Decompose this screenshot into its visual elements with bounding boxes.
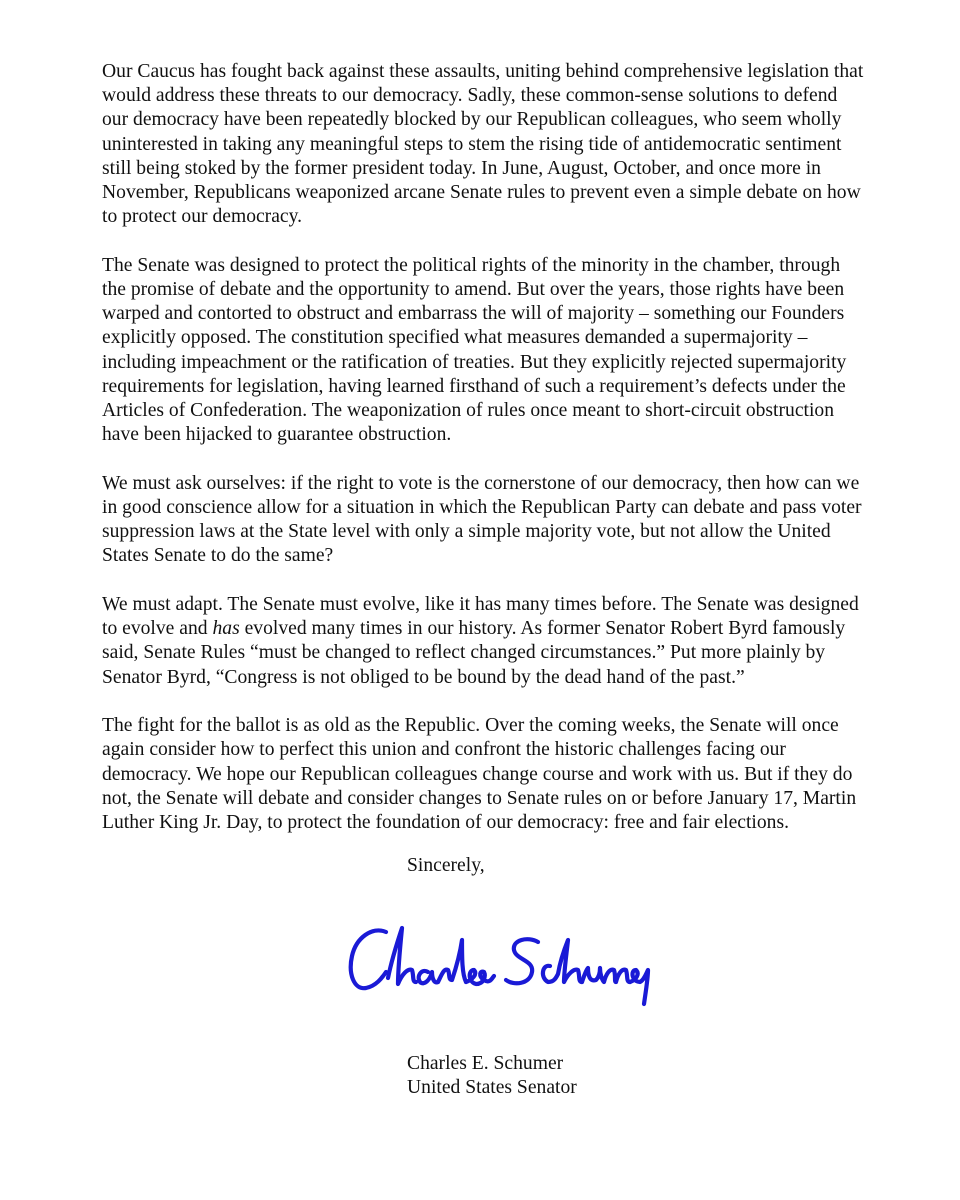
paragraph-fight-for-ballot: The fight for the ballot is as old as the Republic. Over the coming weeks, the Senate will once again consider how to perfect this union and confront the historic challenges facing our democracy. We hope our Republican colleagues change course and work with us. But if they do not, the Senate will debate and consider changes to Senate rules on or before January 17, Martin Luther King Jr. Day, to protect the foundation of our democracy: free and fair elections.	[102, 715, 857, 834]
signer-block	[407, 1052, 577, 1100]
closing-salutation: Sincerely,	[407, 855, 485, 876]
handwritten-signature	[342, 918, 662, 1010]
signer-name: Charles E. Schumer	[407, 1053, 564, 1074]
adapt-line-2-post: evolved many times in our history. As former Senator Robert Byrd famously	[239, 618, 846, 640]
paragraph-adapt	[102, 593, 902, 690]
paragraph-right-to-vote: We must ask ourselves: if the right to vote is the cornerstone of our democracy, then how can we in good conscience allow for a situation in which the Republican Party can debate and pass voter suppression laws at the State level with only a simple majority vote, but not allow the United States Senate to do the same?	[102, 472, 862, 567]
letter-body	[102, 60, 902, 860]
adapt-line-1: We must adapt. The Senate must evolve, like it has many times before. The Senate was designed	[102, 594, 859, 616]
adapt-emphasis: has	[212, 618, 240, 640]
signer-title: United States Senator	[407, 1077, 577, 1098]
paragraph-senate-design: The Senate was designed to protect the political rights of the minority in the chamber, through the promise of debate and the opportunity to amend. But over the years, those rights have been warped and contorted to obstruct and embarrass the will of majority – something our Founders explicitly opposed. The constitution specified what measures demanded a supermajority – including impeachment or the ratification of treaties. But they explicitly rejected supermajority requirements for legislation, having learned firsthand of such a requirement’s defects under the Articles of Confederation. The weaponization of rules once meant to short-circuit obstruction have been hijacked to guarantee obstruction.	[102, 254, 847, 446]
paragraph-caucus: Our Caucus has fought back against these assaults, uniting behind comprehensive legislation that would address these threats to our democracy. Sadly, these common-sense solutions to defend our democracy have been repeatedly blocked by our Republican colleagues, who seem wholly uninterested in taking any meaningful steps to stem the rising tide of antidemocratic sentiment still being stoked by the former president today. In June, August, October, and once more in November, Republicans weaponized arcane Senate rules to prevent even a simple debate on how to protect our democracy.	[102, 61, 864, 228]
adapt-line-2-pre: to evolve and	[102, 618, 213, 640]
adapt-rest: said, Senate Rules “must be changed to reflect changed circumstances.” Put more plainly by Senator Byrd, “Congress is not obliged to be bound by the dead hand of the past.”	[102, 642, 826, 688]
